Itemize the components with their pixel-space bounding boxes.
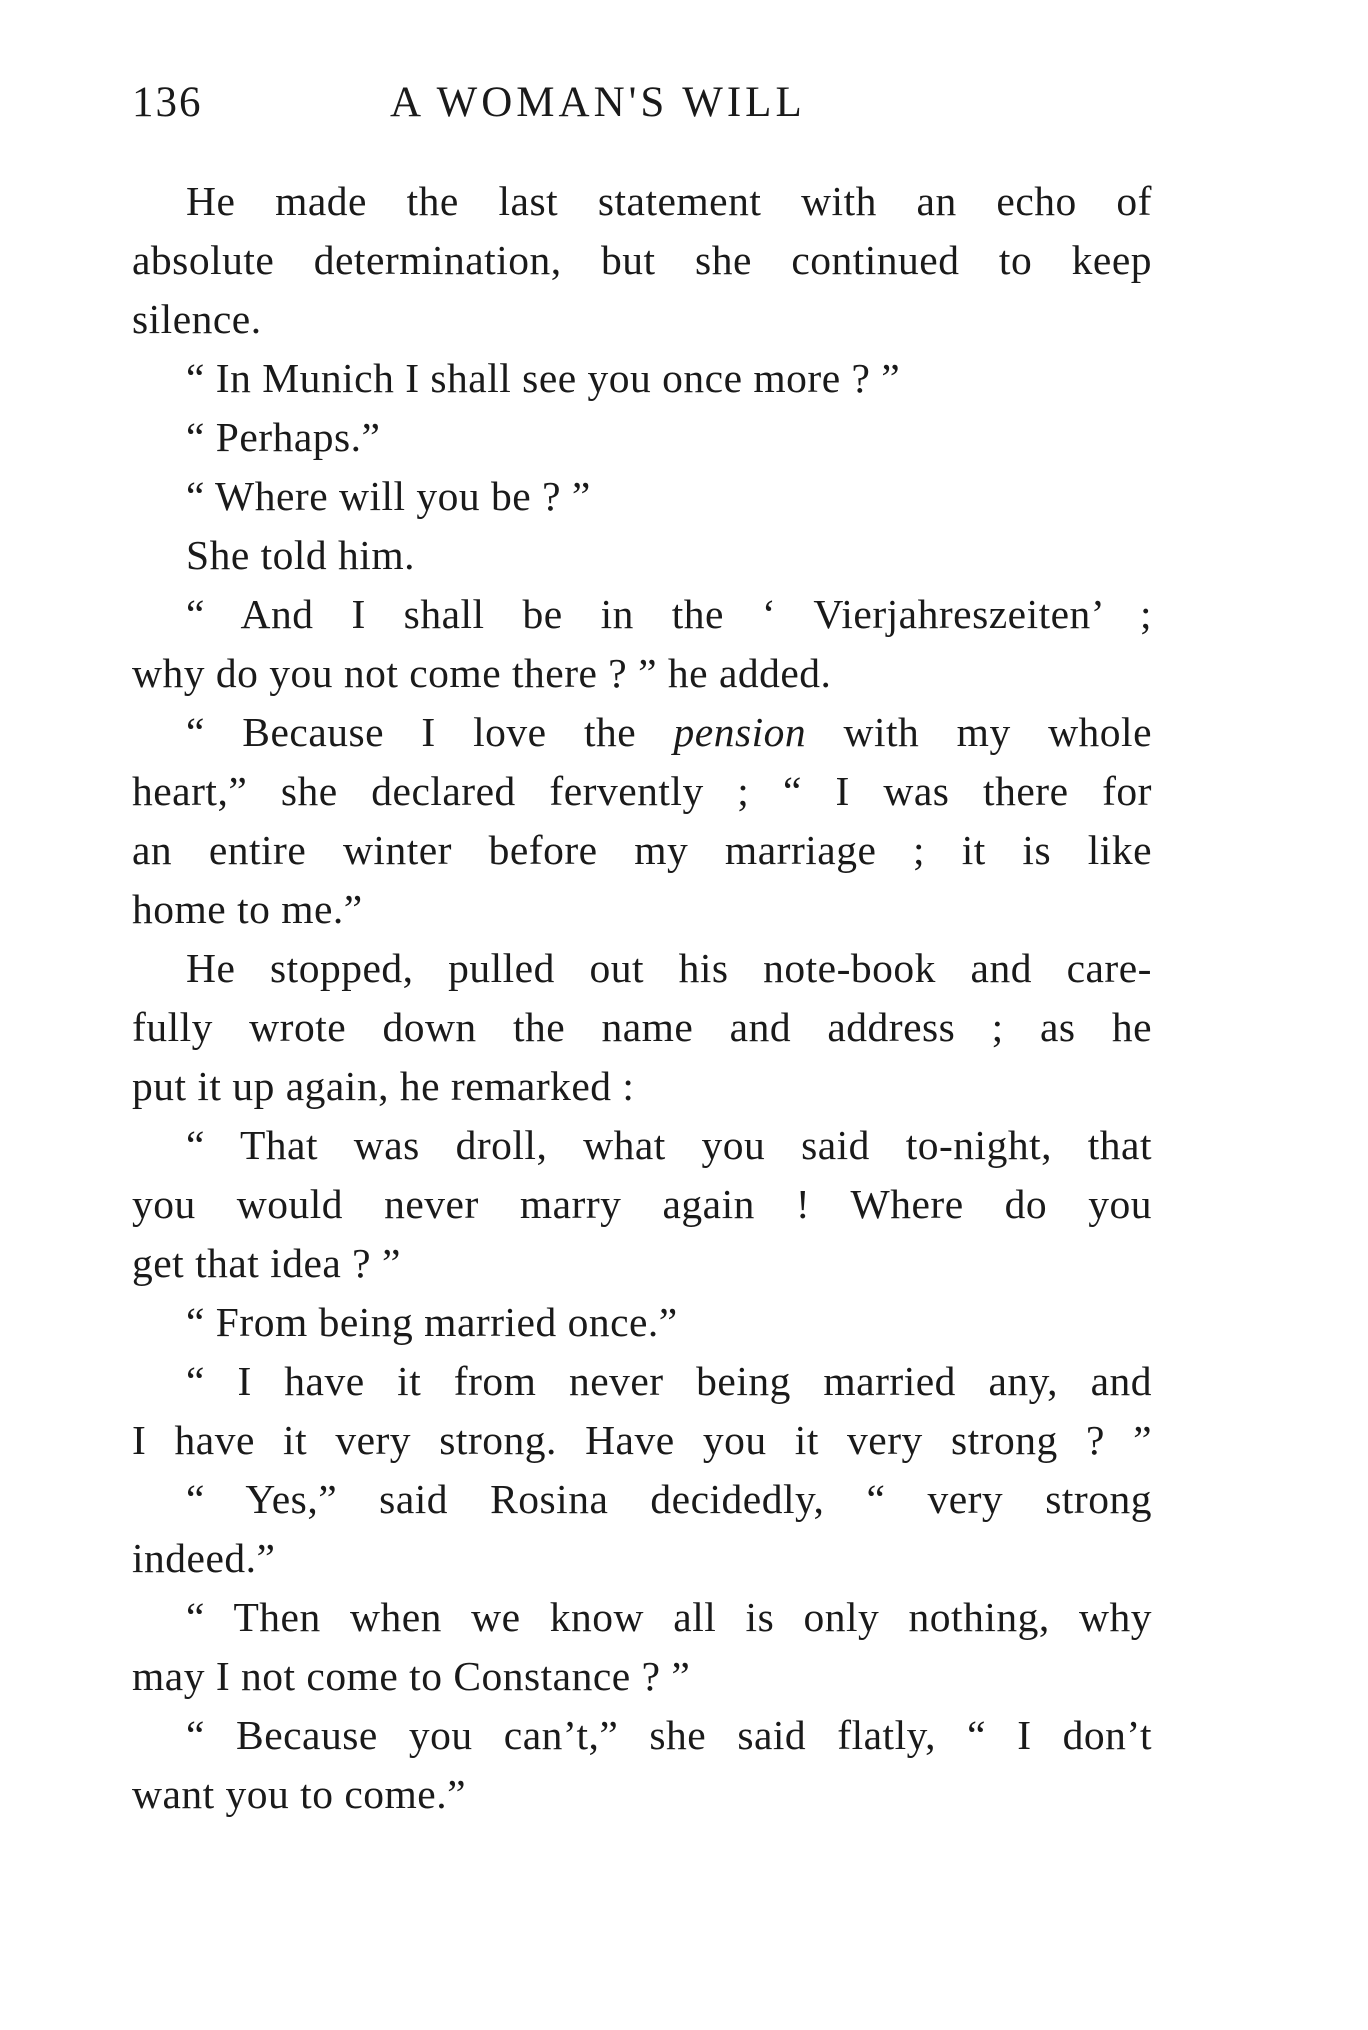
- text-line: [132, 821, 1152, 880]
- text-line: [132, 1765, 1152, 1824]
- text-segment: fully wrote down the name and address ; as he: [132, 1004, 1152, 1050]
- text-line: [132, 703, 1152, 762]
- text-segment: “ And I shall be in the ‘ Vierjahreszeiten’ ;: [186, 591, 1152, 637]
- text-segment: an entire winter before my marriage ; it is like: [132, 827, 1152, 873]
- text-segment: why do you not come there ? ” he added.: [132, 650, 832, 696]
- text-line: [132, 762, 1152, 821]
- text-segment: with my whole: [806, 709, 1152, 755]
- text-line: [132, 1175, 1152, 1234]
- text-line: [132, 1588, 1152, 1647]
- page-number: 136: [132, 79, 203, 126]
- text-line: [132, 526, 1152, 585]
- text-line: [132, 467, 1152, 526]
- text-line: [132, 1706, 1152, 1765]
- text-segment: She told him.: [186, 532, 415, 578]
- text-line: [132, 1647, 1152, 1706]
- text-line: [132, 1116, 1152, 1175]
- text-line: [132, 1234, 1152, 1293]
- text-line: [132, 939, 1152, 998]
- text-line: [132, 172, 1152, 231]
- text-segment: “ Because you can’t,” she said flatly, “ I don’t: [186, 1712, 1152, 1758]
- running-title: A WOMAN'S WILL: [390, 79, 806, 126]
- text-segment: get that idea ? ”: [132, 1240, 401, 1286]
- text-line: [132, 1470, 1152, 1529]
- text-segment: “ Where will you be ? ”: [186, 473, 591, 519]
- text-line: [132, 231, 1152, 290]
- text-segment: “ From being married once.”: [186, 1299, 678, 1345]
- text-segment: “ I have it from never being married any, and: [186, 1358, 1152, 1404]
- text-segment: home to me.”: [132, 886, 363, 932]
- text-segment: “ That was droll, what you said to-night, that: [186, 1122, 1152, 1168]
- text-segment: indeed.”: [132, 1535, 276, 1581]
- text-line: [132, 1293, 1152, 1352]
- body-text: [132, 172, 1152, 1824]
- text-segment: “ Then when we know all is only nothing, why: [186, 1594, 1152, 1640]
- text-line: [132, 1352, 1152, 1411]
- text-line: [132, 880, 1152, 939]
- text-segment: may I not come to Constance ? ”: [132, 1653, 691, 1699]
- text-segment: want you to come.”: [132, 1771, 466, 1817]
- text-segment: I have it very strong. Have you it very strong ? ”: [132, 1417, 1152, 1463]
- text-line: [132, 290, 1152, 349]
- text-line: [132, 349, 1152, 408]
- text-segment: silence.: [132, 296, 262, 342]
- text-line: [132, 998, 1152, 1057]
- text-segment: “ Perhaps.”: [186, 414, 381, 460]
- text-segment: put it up again, he remarked :: [132, 1063, 635, 1109]
- text-segment: He made the last statement with an echo of: [186, 178, 1152, 224]
- text-line: [132, 1529, 1152, 1588]
- page-header: [132, 78, 1152, 138]
- italic-word: pension: [673, 709, 807, 755]
- text-line: [132, 1411, 1152, 1470]
- text-segment: “ Because I love the: [186, 709, 674, 755]
- text-line: [132, 408, 1152, 467]
- text-line: [132, 644, 1152, 703]
- text-line: [132, 1057, 1152, 1116]
- text-segment: “ In Munich I shall see you once more ? ”: [186, 355, 901, 401]
- text-segment: “ Yes,” said Rosina decidedly, “ very strong: [186, 1476, 1152, 1522]
- text-segment: absolute determination, but she continued to keep: [132, 237, 1152, 283]
- text-segment: heart,” she declared fervently ; “ I was there for: [132, 768, 1152, 814]
- text-segment: He stopped, pulled out his note-book and care-: [186, 945, 1152, 991]
- text-segment: you would never marry again ! Where do you: [132, 1181, 1152, 1227]
- text-line: [132, 585, 1152, 644]
